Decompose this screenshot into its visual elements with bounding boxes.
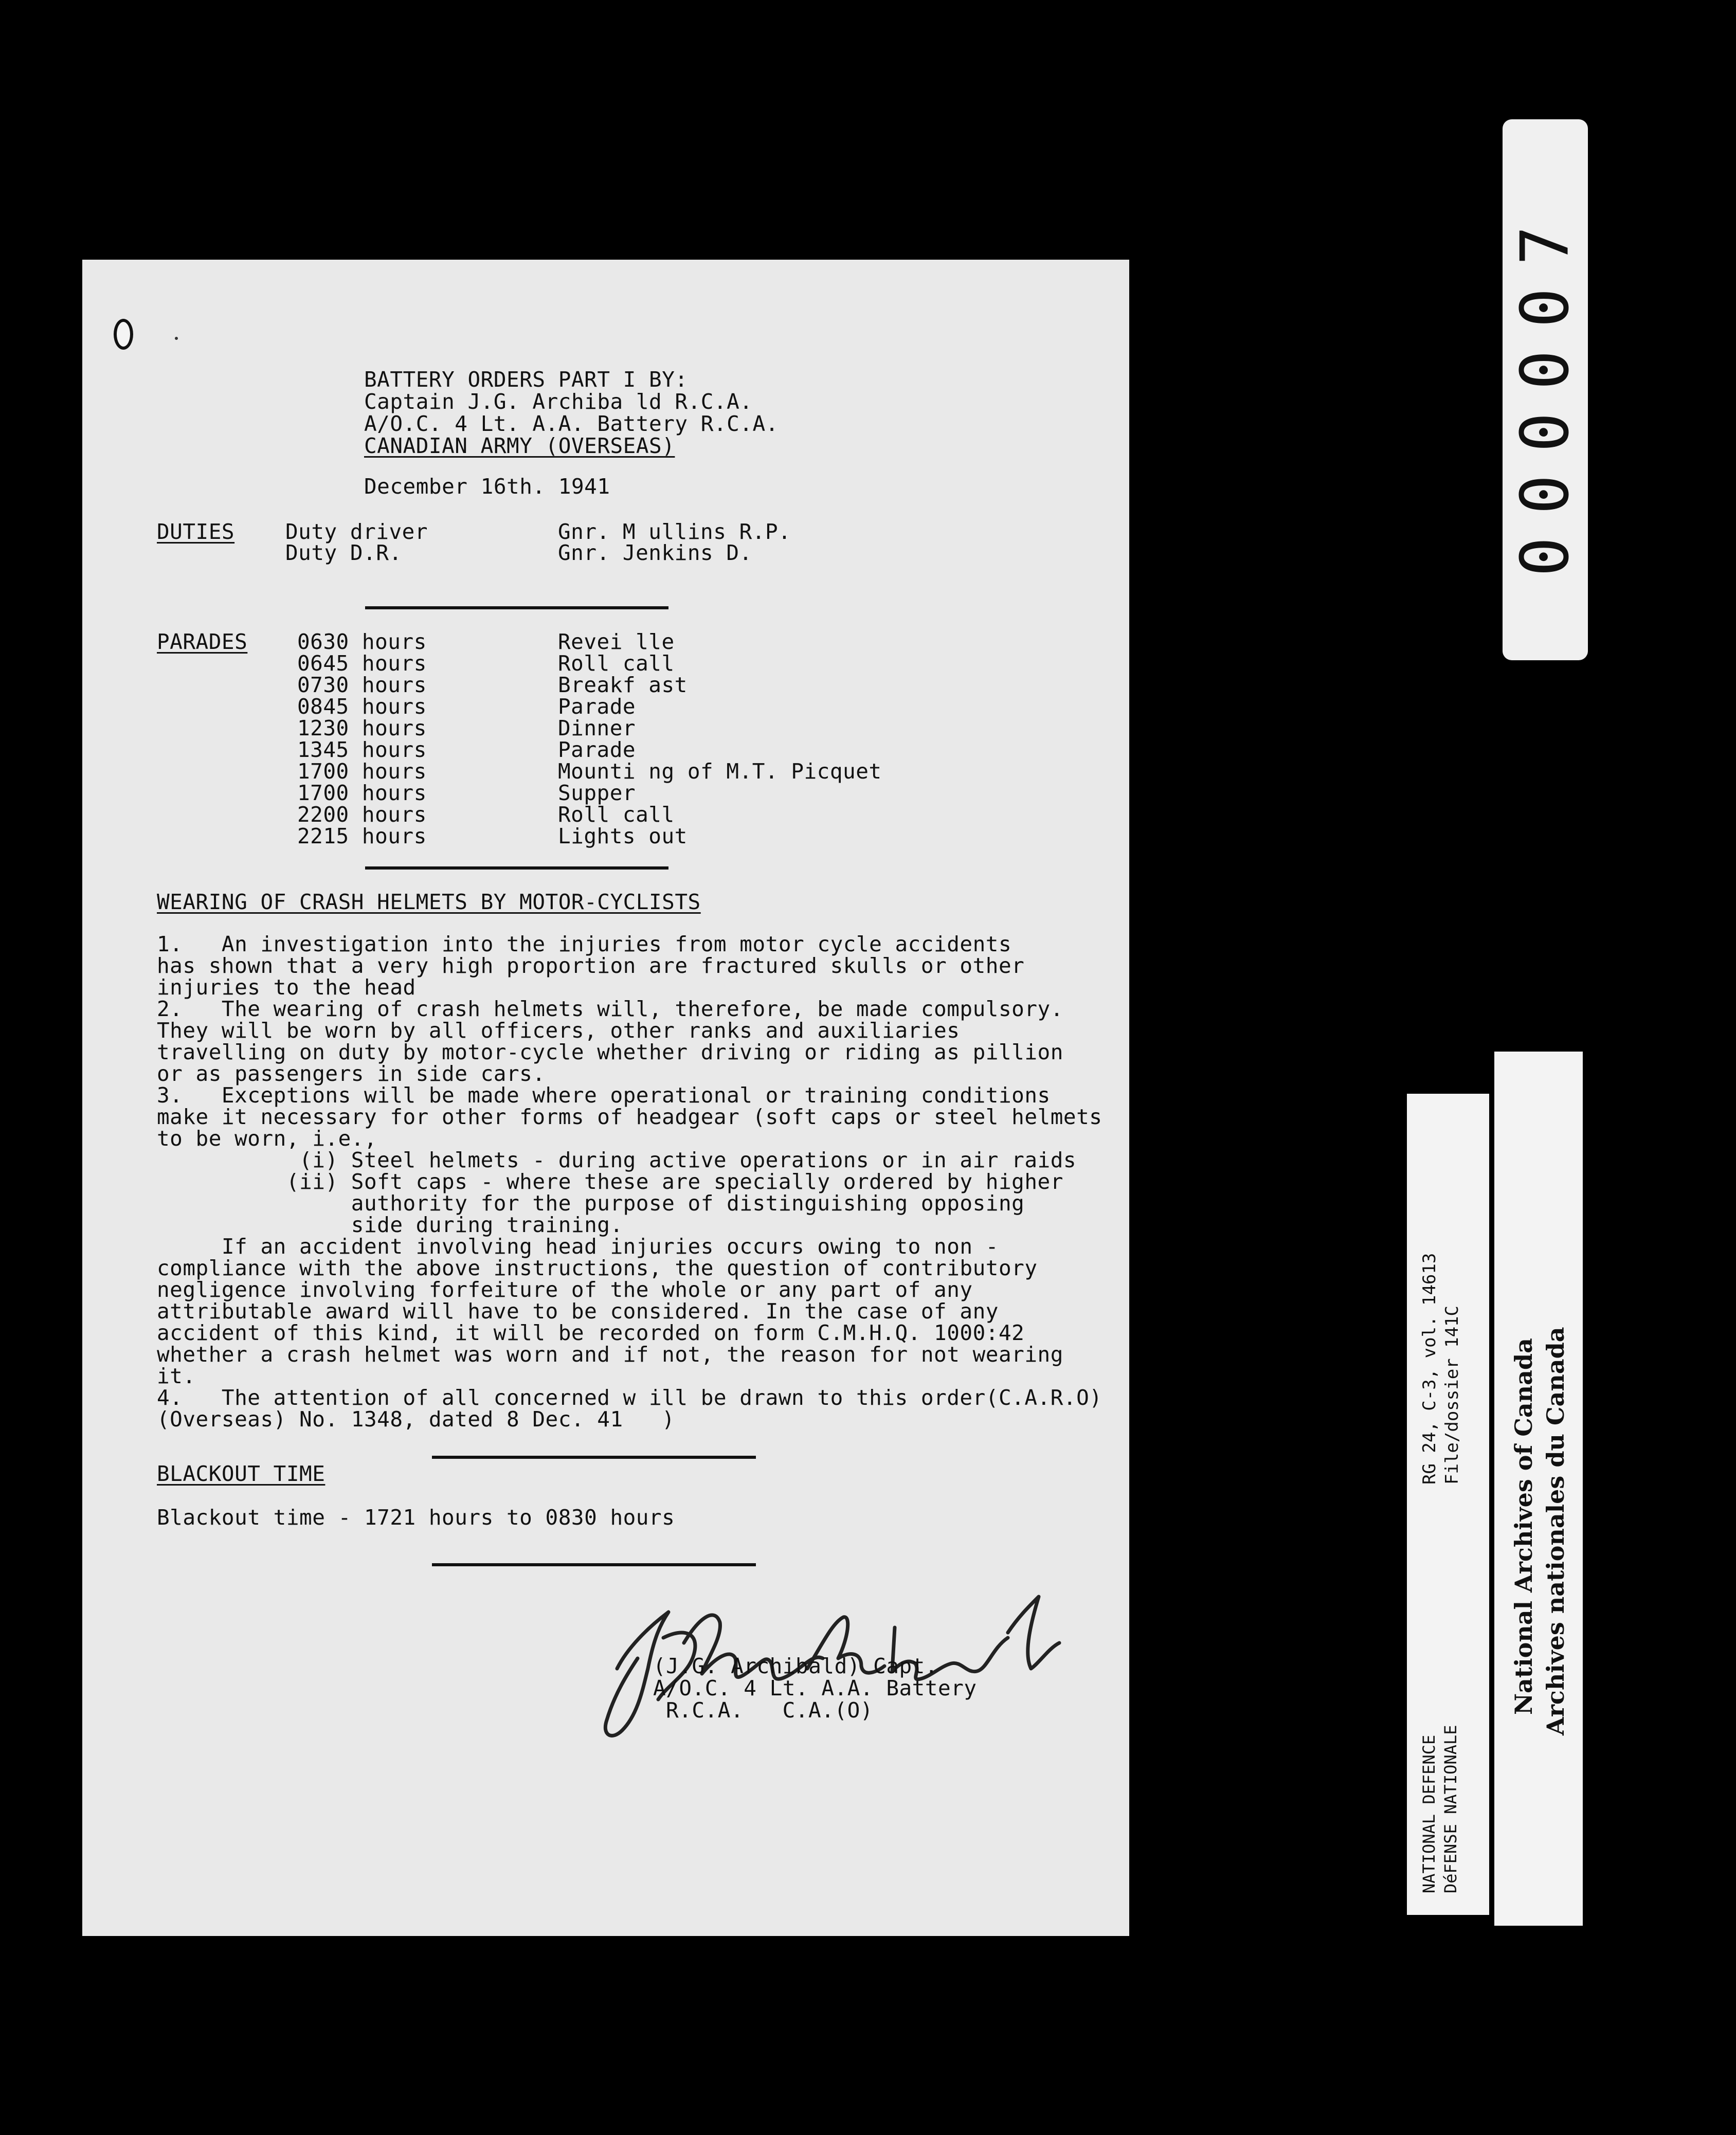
parade-time: 1230 hours: [297, 716, 427, 740]
archives-label: [1494, 1052, 1583, 1926]
parade-event: Roll call: [558, 802, 675, 827]
parade-time: 0630 hours: [297, 629, 427, 654]
body-line: negligence involving forfeiture of the whole or any part of any: [157, 1277, 973, 1302]
parade-time: 0730 hours: [297, 673, 427, 697]
punch-hole: [114, 319, 133, 350]
parades-heading: PARADES: [157, 629, 248, 654]
body-line: has shown that a very high proportion are fractured skulls or other: [157, 953, 1025, 978]
helmets-heading: WEARING OF CRASH HELMETS BY MOTOR-CYCLISTS: [157, 890, 701, 914]
body-line: accident of this kind, it will be recorded on form C.M.H.Q. 1000:42: [157, 1320, 1025, 1345]
frame-number: 000007: [1507, 203, 1584, 577]
body-line: side during training.: [157, 1213, 623, 1237]
body-line: 1. An investigation into the injuries from motor cycle accidents: [157, 932, 1012, 956]
department-label: [1407, 1094, 1489, 1915]
parade-time: 1700 hours: [297, 759, 427, 784]
blackout-text: Blackout time - 1721 hours to 0830 hours: [157, 1505, 675, 1530]
body-line: authority for the purpose of distinguishing opposing: [157, 1191, 1025, 1216]
signature-name: (J.G. Archibald) Capt.: [653, 1654, 938, 1678]
body-line: 2. The wearing of crash helmets will, therefore, be made compulsory.: [157, 997, 1063, 1021]
body-line: 4. The attention of all concerned w ill be drawn to this order(C.A.R.O): [157, 1385, 1102, 1410]
body-line: injuries to the head: [157, 975, 416, 1000]
department-line-2: DéFENSE NATIONALE: [1441, 1725, 1460, 1893]
document-page: [82, 260, 1129, 1936]
duty-role-1: Duty driver: [285, 519, 428, 544]
parade-time: 0645 hours: [297, 651, 427, 676]
paper-speck: [175, 337, 178, 340]
parade-event: Breakf ast: [558, 673, 688, 697]
parade-event: Mounti ng of M.T. Picquet: [558, 759, 882, 784]
body-line: (ii) Soft caps - where these are specially ordered by higher: [157, 1169, 1063, 1194]
body-line: make it necessary for other forms of headgear (soft caps or steel helmets: [157, 1105, 1102, 1129]
header-line-1: BATTERY ORDERS PART I BY:: [364, 367, 688, 392]
frame-number-strip: [1503, 119, 1588, 660]
reference-line-1: RG 24, C-3, vol. 14613: [1419, 1253, 1440, 1485]
institution-english: National Archives of Canada: [1510, 1338, 1538, 1715]
header-line-3: A/O.C. 4 Lt. A.A. Battery R.C.A.: [364, 411, 779, 436]
duties-heading: DUTIES: [157, 519, 235, 544]
body-line: attributable award will have to be considered. In the case of any: [157, 1299, 999, 1324]
header-line-2: Captain J.G. Archiba ld R.C.A.: [364, 389, 753, 414]
signature-appointment: A/O.C. 4 Lt. A.A. Battery: [653, 1676, 977, 1700]
body-line: compliance with the above instructions, the question of contributory: [157, 1256, 1038, 1280]
duty-name-2: Gnr. Jenkins D.: [558, 540, 752, 565]
institution-french: Archives nationales du Canada: [1542, 1327, 1569, 1735]
blackout-heading: BLACKOUT TIME: [157, 1461, 326, 1486]
parade-event: Revei lle: [558, 629, 675, 654]
body-line: They will be worn by all officers, other ranks and auxiliaries: [157, 1018, 960, 1043]
body-line: If an accident involving head injuries occurs owing to non -: [157, 1234, 999, 1259]
department-line-1: NATIONAL DEFENCE: [1419, 1734, 1439, 1893]
signature-unit: R.C.A. C.A.(O): [666, 1698, 873, 1723]
parade-event: Lights out: [558, 824, 688, 848]
divider: [432, 1456, 756, 1459]
divider: [365, 866, 668, 870]
duty-name-1: Gnr. M ullins R.P.: [558, 519, 791, 544]
parade-time: 1700 hours: [297, 781, 427, 805]
parade-time: 2215 hours: [297, 824, 427, 848]
body-line: or as passengers in side cars.: [157, 1061, 546, 1086]
body-line: 3. Exceptions will be made where operational or training conditions: [157, 1083, 1051, 1108]
body-line: travelling on duty by motor-cycle whether driving or riding as pillion: [157, 1040, 1063, 1064]
order-date: December 16th. 1941: [364, 474, 610, 499]
parade-event: Parade: [558, 694, 636, 719]
parade-event: Dinner: [558, 716, 636, 740]
parade-event: Roll call: [558, 651, 675, 676]
divider: [365, 606, 668, 609]
parade-time: 0845 hours: [297, 694, 427, 719]
parade-event: Parade: [558, 737, 636, 762]
body-line: (Overseas) No. 1348, dated 8 Dec. 41 ): [157, 1407, 675, 1432]
parade-time: 2200 hours: [297, 802, 427, 827]
body-line: (i) Steel helmets - during active operations or in air raids: [157, 1148, 1077, 1172]
reference-line-2: File/dossier 141C: [1442, 1306, 1462, 1485]
parade-time: 1345 hours: [297, 737, 427, 762]
parade-event: Supper: [558, 781, 636, 805]
body-line: whether a crash helmet was worn and if not, the reason for not wearing: [157, 1342, 1063, 1367]
body-line: to be worn, i.e.,: [157, 1126, 377, 1151]
body-line: it.: [157, 1364, 196, 1388]
header-line-4: CANADIAN ARMY (OVERSEAS): [364, 433, 675, 458]
duty-role-2: Duty D.R.: [285, 540, 402, 565]
